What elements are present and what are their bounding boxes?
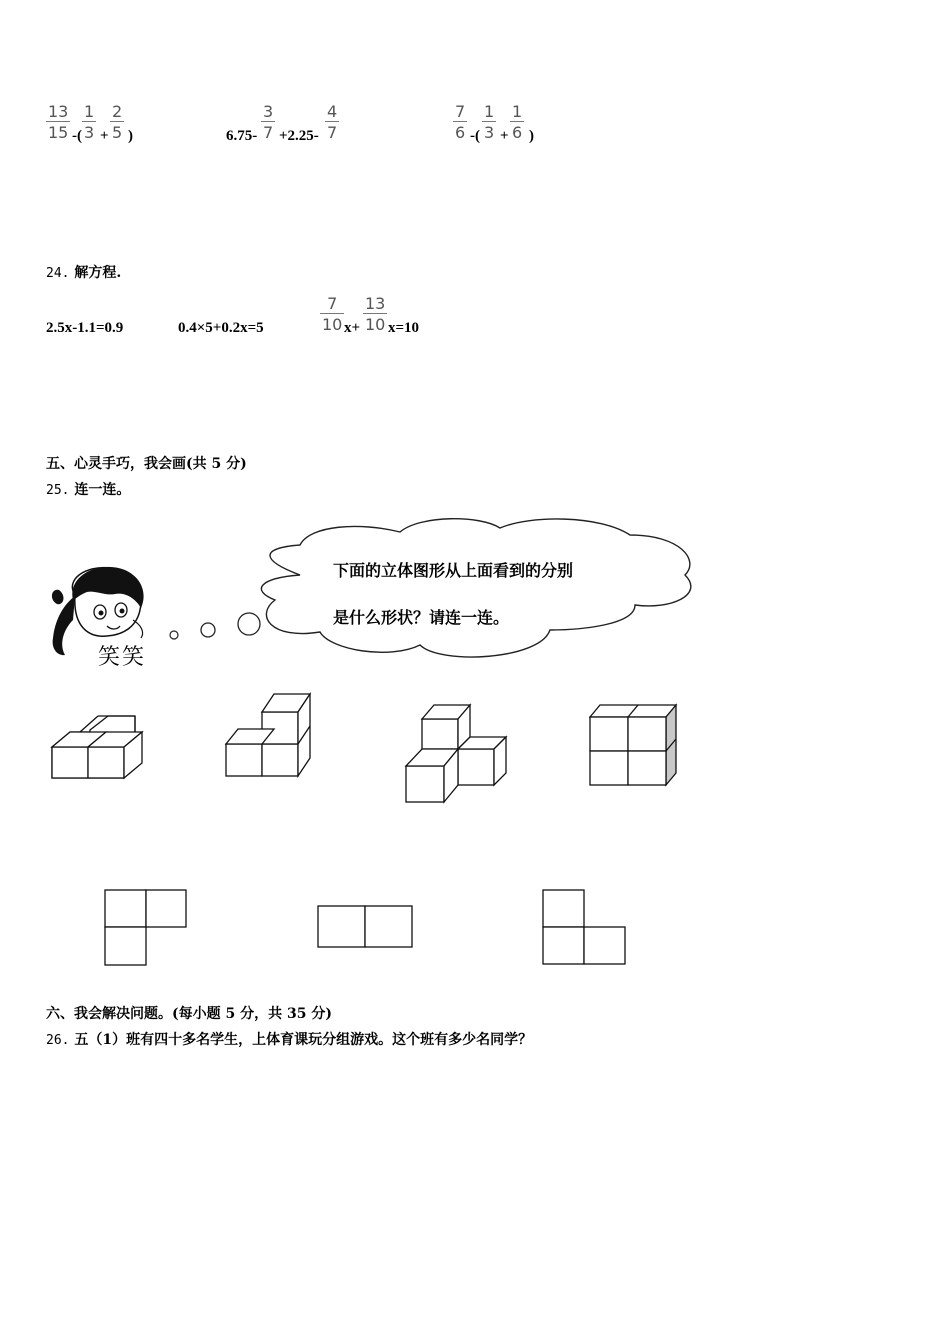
operator: -( (72, 128, 82, 144)
operator: + (500, 128, 509, 144)
numerator: 2 (112, 102, 123, 121)
solid-figure-3 (404, 702, 514, 807)
section-6-heading: 六、我会解决问题。(每小题 5 分，共 35 分) (46, 1006, 332, 1022)
bubble-text-line1: 下面的立体图形从上面看到的分别 (333, 561, 574, 580)
denominator: 6 (455, 123, 466, 142)
numerator: 3 (263, 102, 274, 121)
numerator: 13 (365, 294, 386, 313)
question-number: 25. (46, 483, 70, 498)
solid-figure-1 (50, 712, 150, 782)
numerator: 1 (484, 102, 495, 121)
question-number: 24. (46, 266, 70, 281)
denominator: 3 (84, 123, 95, 142)
denominator: 7 (327, 123, 338, 142)
top-view-1 (104, 889, 189, 969)
question-title: 解方程. (74, 265, 122, 281)
section-5-heading: 五、心灵手巧，我会画(共 5 分) (46, 456, 247, 472)
equation-text: x+ (344, 320, 361, 336)
numerator: 4 (327, 102, 338, 121)
operator: ) (128, 128, 133, 144)
numerator: 7 (327, 294, 338, 313)
equation-text: x=10 (388, 320, 420, 336)
denominator: 5 (112, 123, 123, 142)
bubble-text-line2: 是什么形状？请连一连。 (333, 608, 510, 627)
operator: -( (470, 128, 480, 144)
expression-text: +2.25- (279, 128, 319, 144)
numerator: 1 (512, 102, 523, 121)
equation-1: 2.5x-1.1=0.9 (46, 320, 124, 336)
denominator: 6 (512, 123, 523, 142)
question-title: 连一连。 (74, 482, 131, 498)
girl-label: 笑笑 (98, 645, 147, 670)
question-text: 五（1）班有四十多名学生，上体育课玩分组游戏。这个班有多少名同学？ (74, 1032, 533, 1048)
equation-2: 0.4×5+0.2x=5 (178, 320, 264, 336)
denominator: 3 (484, 123, 495, 142)
denominator: 10 (322, 315, 343, 334)
question-26 (46, 1029, 532, 1049)
operator: + (100, 128, 109, 144)
top-view-3 (542, 889, 628, 967)
numerator: 13 (48, 102, 69, 121)
operator: ) (529, 128, 534, 144)
expression-text: 6.75- (226, 128, 258, 144)
denominator: 15 (48, 123, 69, 142)
numerator: 7 (455, 102, 466, 121)
numerator: 1 (84, 102, 95, 121)
question-number: 26. (46, 1033, 70, 1048)
denominator: 7 (263, 123, 274, 142)
solid-figure-2 (225, 690, 325, 785)
denominator: 10 (365, 315, 386, 334)
top-view-2 (317, 905, 415, 950)
solid-figure-4 (588, 703, 683, 788)
